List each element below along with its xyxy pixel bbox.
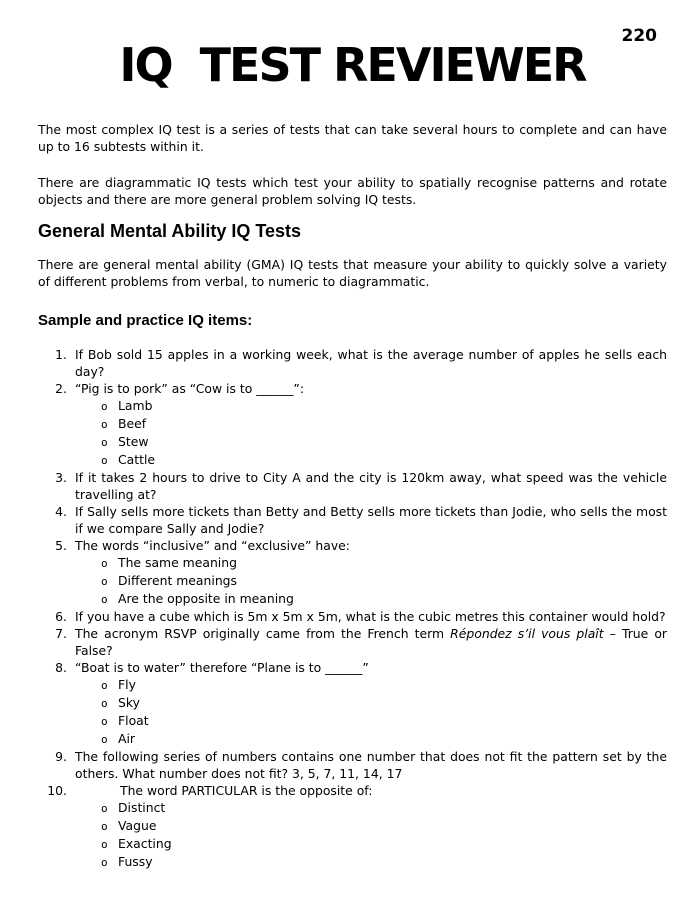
option-label: Air <box>118 731 136 746</box>
list-item-number: 3. <box>55 470 67 485</box>
list-item <box>38 625 667 659</box>
list-item-text: If Sally sells more tickets than Betty and Betty sells more tickets than Jodie, who sells the most if we compare Sally and Jodie? <box>75 504 667 536</box>
list-item-text: The following series of numbers contains one number that does not fit the pattern set by the others. What number does not fit? 3, 5, 7, 11, 14, 17 <box>75 749 667 781</box>
list-item <box>38 659 667 676</box>
list-item-number: 1. <box>55 347 67 362</box>
option-label: Fly <box>118 677 136 692</box>
list-item <box>38 503 667 537</box>
option-label: The same meaning <box>118 555 237 570</box>
option-bullet: o <box>101 418 108 431</box>
list-item-number: 10. <box>47 783 67 798</box>
list-item <box>38 782 667 799</box>
option-item <box>38 817 667 835</box>
option-bullet: o <box>101 802 108 815</box>
option-label: Fussy <box>118 854 153 869</box>
option-label: Different meanings <box>118 573 237 588</box>
list-item-number: 2. <box>55 381 67 396</box>
option-item <box>38 835 667 853</box>
option-bullet: o <box>101 820 108 833</box>
list-item-number: 4. <box>55 504 67 519</box>
option-item <box>38 433 667 451</box>
list-item-text-part: – True or False? <box>75 626 668 658</box>
option-label: Beef <box>118 416 147 431</box>
list-item-number: 7. <box>55 626 67 641</box>
option-bullet: o <box>101 733 108 746</box>
option-label: Distinct <box>118 800 166 815</box>
option-bullet: o <box>101 856 108 869</box>
section-paragraph: There are general mental ability (GMA) IQ tests that measure your ability to quickly solve a variety of different problems from verbal, to numeric to diagrammatic. <box>38 257 667 289</box>
list-item-text: “Pig is to pork” as “Cow is to ______”: <box>75 381 305 396</box>
option-bullet: o <box>101 454 108 467</box>
option-item <box>38 799 667 817</box>
option-item <box>38 397 667 415</box>
section-heading: General Mental Ability IQ Tests <box>38 221 302 241</box>
option-label: Cattle <box>118 452 156 467</box>
list-item-text: If it takes 2 hours to drive to City A and the city is 120km away, what speed was the vehicle travelling at? <box>75 470 667 502</box>
option-bullet: o <box>101 697 108 710</box>
list-item-number: 9. <box>55 749 67 764</box>
option-bullet: o <box>101 838 108 851</box>
list-item <box>38 537 667 554</box>
option-label: Vague <box>118 818 157 833</box>
french-term-italic: Répondez s’il vous plaît <box>450 626 604 641</box>
list-item-number: 8. <box>55 660 67 675</box>
list-item <box>38 380 667 397</box>
intro-paragraph-1: The most complex IQ test is a series of tests that can take several hours to complete and can have up to 16 subtests within it. <box>38 122 667 154</box>
option-bullet: o <box>101 715 108 728</box>
list-item-number: 6. <box>55 609 67 624</box>
list-item <box>38 469 667 503</box>
option-item <box>38 590 667 608</box>
option-item <box>38 853 667 871</box>
list-item-text: “Boat is to water” therefore “Plane is to ______” <box>75 660 369 675</box>
option-bullet: o <box>101 575 108 588</box>
document-page <box>0 38 697 871</box>
option-item <box>38 694 667 712</box>
option-item <box>38 451 667 469</box>
option-bullet: o <box>101 593 108 606</box>
page-number: 220 <box>621 26 657 46</box>
list-item-text: The word PARTICULAR is the opposite of: <box>120 783 373 798</box>
list-item-text <box>75 625 667 659</box>
option-label: Sky <box>118 695 140 710</box>
document-title: IQ TEST REVIEWER <box>119 38 586 92</box>
option-bullet: o <box>101 436 108 449</box>
option-label: Float <box>118 713 149 728</box>
option-bullet: o <box>101 557 108 570</box>
list-item <box>38 608 667 625</box>
option-label: Stew <box>118 434 149 449</box>
option-bullet: o <box>101 679 108 692</box>
option-item <box>38 554 667 572</box>
option-item <box>38 415 667 433</box>
list-item-text-part: The acronym RSVP originally came from the French term <box>75 626 451 641</box>
option-item <box>38 572 667 590</box>
list-item <box>38 748 667 782</box>
option-label: Lamb <box>118 398 153 413</box>
list-heading: Sample and practice IQ items: <box>38 312 253 329</box>
list-item-text: The words “inclusive” and “exclusive” have: <box>75 538 350 553</box>
list-item-text: If you have a cube which is 5m x 5m x 5m, what is the cubic metres this container would hold? <box>75 609 666 624</box>
intro-paragraph-2: There are diagrammatic IQ tests which test your ability to spatially recognise patterns and rotate objects and there are more general problem solving IQ tests. <box>38 175 667 207</box>
list-item-number: 5. <box>55 538 67 553</box>
list-item-text: If Bob sold 15 apples in a working week, what is the average number of apples he sells each day? <box>75 347 667 379</box>
option-label: Are the opposite in meaning <box>118 591 294 606</box>
option-item <box>38 712 667 730</box>
option-item <box>38 676 667 694</box>
option-item <box>38 730 667 748</box>
option-label: Exacting <box>118 836 172 851</box>
question-list <box>38 346 667 871</box>
option-bullet: o <box>101 400 108 413</box>
list-item <box>38 346 667 380</box>
